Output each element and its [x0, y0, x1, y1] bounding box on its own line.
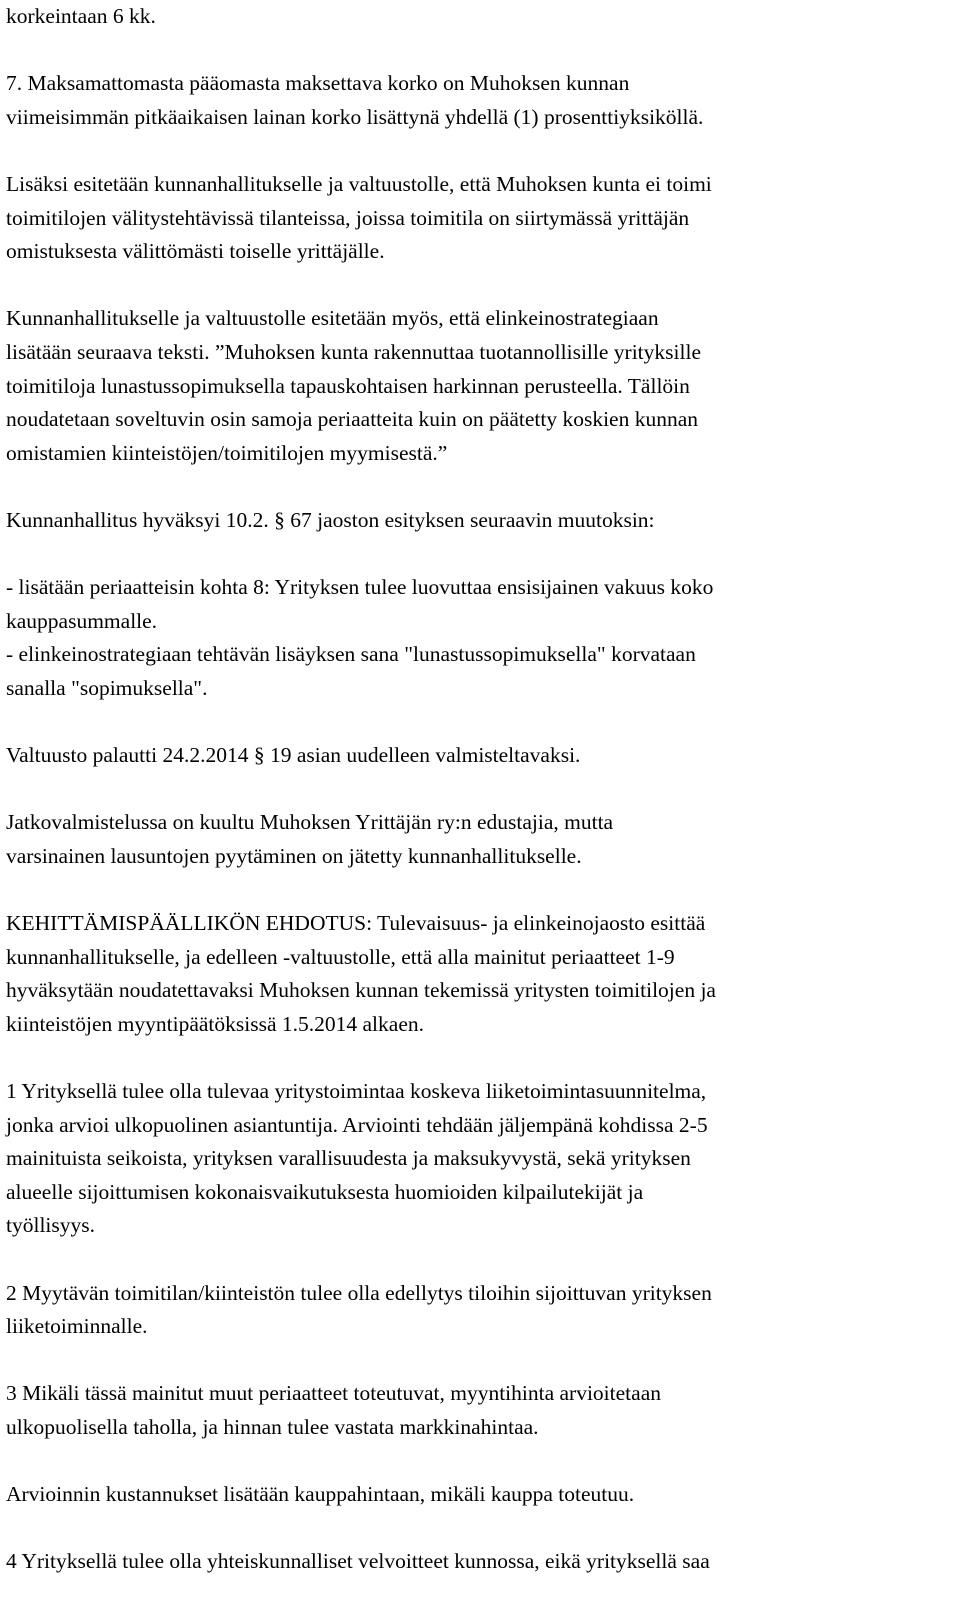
text-line: kiinteistöjen myyntipäätöksissä 1.5.2014 alkaen.: [6, 1011, 424, 1036]
text-line: työllisyys.: [6, 1213, 96, 1238]
text-line: Kunnanhallitukselle ja valtuustolle esitetään myös, että elinkeinostrategiaan: [6, 306, 659, 331]
text-line: omistamien kiinteistöjen/toimitilojen myymisestä.”: [6, 440, 448, 465]
text-line: 7. Maksamattomasta pääomasta maksettava korko on Muhoksen kunnan: [6, 71, 630, 96]
text-line: toimitilojen välitystehtävissä tilanteissa, joissa toimitila on siirtymässä yrittäjän: [6, 205, 690, 230]
text-line: varsinainen lausuntojen pyytäminen on jätetty kunnanhallitukselle.: [6, 843, 582, 868]
paragraph-gap: [6, 34, 951, 68]
paragraph-gap: [6, 269, 951, 303]
text-line: - lisätään periaatteisin kohta 8: Yrityksen tulee luovuttaa ensisijainen vakuus koko: [6, 575, 714, 600]
paragraph-gap: [6, 1512, 951, 1546]
paragraph-gap: [6, 1445, 951, 1479]
text-line: 1 Yrityksellä tulee olla tulevaa yritystoimintaa koskeva liiketoimintasuunnitelma,: [6, 1079, 707, 1103]
text-line: Jatkovalmistelussa on kuultu Muhoksen Yrittäjän ry:n edustajia, mutta: [6, 810, 614, 835]
text-line: Lisäksi esitetään kunnanhallitukselle ja valtuustolle, että Muhoksen kunta ei toimi: [6, 171, 712, 196]
text-line: korkeintaan 6 kk.: [6, 4, 156, 28]
paragraph-gap: [6, 773, 951, 807]
text-line: KEHITTÄMISPÄÄLLIKÖN EHDOTUS: Tulevaisuus- ja elinkeinojaosto esittää: [6, 911, 706, 936]
document-page: [6, 0, 951, 1579]
text-line: alueelle sijoittumisen kokonaisvaikutuksesta huomioiden kilpailutekijät ja: [6, 1179, 644, 1204]
paragraph-gap: [6, 538, 951, 572]
paragraph-gap: [6, 470, 951, 504]
text-line: viimeisimmän pitkäaikaisen lainan korko lisättynä yhdellä (1) prosenttiyksiköllä.: [6, 104, 704, 129]
text-line: ulkopuolisella taholla, ja hinnan tulee vastata markkinahintaa.: [6, 1414, 539, 1439]
text-line: lisätään seuraava teksti. ”Muhoksen kunta rakennuttaa tuotannollisille yrityksille: [6, 339, 701, 364]
paragraph-gap: [6, 1344, 951, 1378]
text-line: kauppasummalle.: [6, 608, 158, 633]
text-line: 4 Yrityksellä tulee olla yhteiskunnalliset velvoitteet kunnossa, eikä yrityksellä saa: [6, 1549, 710, 1574]
text-line: 3 Mikäli tässä mainitut muut periaatteet toteutuvat, myyntihinta arvioitetaan: [6, 1381, 661, 1406]
text-line: - elinkeinostrategiaan tehtävän lisäyksen sana "lunastussopimuksella" korvataan: [6, 642, 696, 667]
paragraph-gap: [6, 1041, 951, 1075]
text-line: Arvioinnin kustannukset lisätään kauppahintaan, mikäli kauppa toteutuu.: [6, 1482, 635, 1507]
text-line: Kunnanhallitus hyväksyi 10.2. § 67 jaoston esityksen seuraavin muutoksin:: [6, 507, 655, 532]
text-line: noudatetaan soveltuvin osin samoja periaatteita kuin on päätetty koskien kunnan: [6, 407, 698, 432]
text-line: sanalla "sopimuksella".: [6, 675, 208, 700]
paragraph-gap: [6, 705, 951, 739]
text-line: mainituista seikoista, yrityksen varallisuudesta ja maksukyvystä, sekä yrityksen: [6, 1146, 691, 1171]
paragraph-gap: [6, 873, 951, 907]
text-line: toimitiloja lunastussopimuksella tapauskohtaisen harkinnan perusteella. Tällöin: [6, 373, 690, 398]
paragraph-gap: [6, 134, 951, 168]
text-line: kunnanhallitukselle, ja edelleen -valtuustolle, että alla mainitut periaatteet 1-9: [6, 944, 675, 969]
text-line: 2 Myytävän toimitilan/kiinteistön tulee olla edellytys tiloihin sijoittuvan yrityksen: [6, 1280, 712, 1305]
text-line: jonka arvioi ulkopuolinen asiantuntija. Arviointi tehdään jäljempänä kohdissa 2-5: [6, 1112, 708, 1137]
text-line: liiketoiminnalle.: [6, 1314, 148, 1339]
text-line: hyväksytään noudatettavaksi Muhoksen kunnan tekemissä yritysten toimitilojen ja: [6, 978, 716, 1003]
paragraph-gap: [6, 1243, 951, 1277]
text-line: omistuksesta välittömästi toiselle yrittäjälle.: [6, 239, 385, 264]
text-line: Valtuusto palautti 24.2.2014 § 19 asian uudelleen valmisteltavaksi.: [6, 743, 581, 768]
